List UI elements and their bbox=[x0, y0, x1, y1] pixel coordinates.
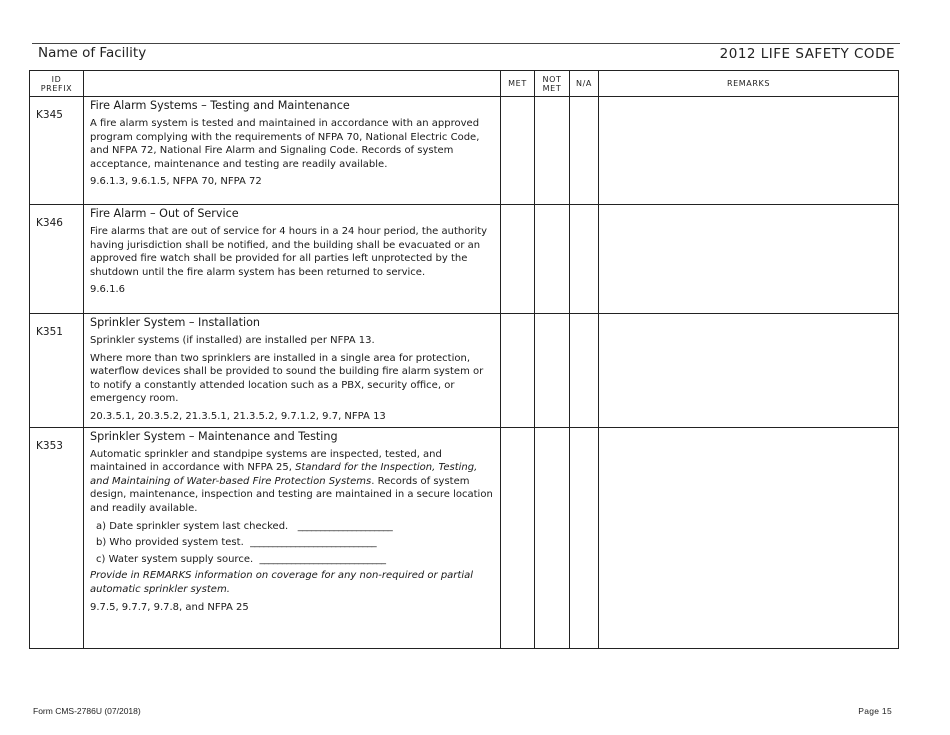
requirement-text: A fire alarm system is tested and maintained in accordance with an approved program complying with the requirements of NFPA 70, National Electric Code, and NFPA 72, National Fire Alarm and Signaling Code. Records of system acceptance, maintenance and testing are readily available. bbox=[90, 118, 480, 170]
requirement-text: Fire alarms that are out of service for 4 hours in a 24 hour period, the authority having jurisdiction shall be notified, and the building shall be evacuated or an approved fire watch shall be provided for all parties left unprotected by the shutdown until the fire alarm system has been returned to service. bbox=[90, 226, 488, 278]
met-cell[interactable] bbox=[501, 427, 535, 648]
na-cell[interactable] bbox=[570, 427, 599, 648]
table-header-row bbox=[30, 71, 899, 97]
remarks-cell[interactable] bbox=[599, 97, 899, 205]
fill-in-blank: ____________________________ bbox=[259, 553, 386, 565]
requirement-reference: 9.6.1.6 bbox=[90, 284, 125, 296]
table-row bbox=[30, 97, 899, 205]
requirement-text: Sprinkler systems (if installed) are installed per NFPA 13. bbox=[90, 335, 375, 346]
checklist-item: a) Date sprinkler system last checked. _____________________ bbox=[96, 520, 393, 532]
fill-in-blank: _____________________ bbox=[297, 520, 393, 532]
requirement-reference: 20.3.5.1, 20.3.5.2, 21.3.5.1, 21.3.5.2, 9.7.1.2, 9.7, NFPA 13 bbox=[90, 410, 386, 422]
requirement-text: Automatic sprinkler and standpipe systems are inspected, tested, and maintained in accordance with NFPA 25, Standard for the Inspection, Testing, and Maintaining of Water-based Fire Protection Systems. Records of system design, maintenance, inspection and testing are maintained in a secure location and readily available. bbox=[90, 448, 493, 514]
not-met-cell[interactable] bbox=[535, 427, 570, 648]
met-cell[interactable] bbox=[501, 97, 535, 205]
requirement-reference: 9.6.1.3, 9.6.1.5, NFPA 70, NFPA 72 bbox=[90, 176, 262, 188]
remarks-note: Provide in REMARKS information on coverage for any non-required or partial automatic sprinkler system. bbox=[90, 570, 474, 595]
remarks-cell[interactable] bbox=[599, 314, 899, 428]
remarks-cell[interactable] bbox=[599, 427, 899, 648]
code-title: 2012 LIFE SAFETY CODE bbox=[719, 46, 895, 62]
na-cell[interactable] bbox=[570, 97, 599, 205]
page-number: Page 15 bbox=[858, 706, 892, 716]
id-prefix-cell: K351 bbox=[30, 314, 84, 428]
requirement-title: Fire Alarm – Out of Service bbox=[90, 207, 239, 220]
requirement-cell bbox=[84, 97, 501, 205]
survey-table bbox=[29, 70, 899, 649]
col-not-met: NOT MET bbox=[535, 71, 570, 97]
col-na: N/A bbox=[570, 71, 599, 97]
id-prefix-cell: K345 bbox=[30, 97, 84, 205]
col-remarks: REMARKS bbox=[599, 71, 899, 97]
not-met-cell[interactable] bbox=[535, 97, 570, 205]
requirement-cell bbox=[84, 314, 501, 428]
remarks-cell[interactable] bbox=[599, 205, 899, 314]
requirement-title: Sprinkler System – Installation bbox=[90, 316, 261, 329]
requirement-text: Where more than two sprinklers are installed in a single area for protection, waterflow devices shall be provided to sound the building fire alarm system or to notify a constantly attended location such as a PBX, security office, or emergency room. bbox=[90, 352, 484, 405]
checklist-item: b) Who provided system test. ____________________________ bbox=[96, 537, 377, 549]
requirement-title: Sprinkler System – Maintenance and Testing bbox=[90, 429, 338, 443]
requirement-cell bbox=[84, 205, 501, 314]
fill-in-blank: ____________________________ bbox=[250, 537, 377, 549]
col-id-prefix: ID PREFIX bbox=[30, 71, 84, 97]
requirement-reference: 9.7.5, 9.7.7, 9.7.8, and NFPA 25 bbox=[90, 601, 249, 613]
id-prefix-cell: K346 bbox=[30, 205, 84, 314]
na-cell[interactable] bbox=[570, 205, 599, 314]
table-row bbox=[30, 205, 899, 314]
col-requirement bbox=[84, 71, 501, 97]
facility-name-label: Name of Facility bbox=[38, 45, 147, 61]
met-cell[interactable] bbox=[501, 205, 535, 314]
header-rule bbox=[32, 43, 900, 44]
met-cell[interactable] bbox=[501, 314, 535, 428]
requirement-title: Fire Alarm Systems – Testing and Maintenance bbox=[90, 99, 350, 112]
not-met-cell[interactable] bbox=[535, 314, 570, 428]
table-row bbox=[30, 427, 899, 648]
checklist-item: c) Water system supply source. ____________________________ bbox=[96, 553, 386, 565]
id-prefix-cell: K353 bbox=[30, 427, 84, 648]
col-met: MET bbox=[501, 71, 535, 97]
not-met-cell[interactable] bbox=[535, 205, 570, 314]
form-id: Form CMS-2786U (07/2018) bbox=[33, 706, 141, 716]
table-row bbox=[30, 314, 899, 428]
requirement-cell bbox=[84, 427, 501, 648]
na-cell[interactable] bbox=[570, 314, 599, 428]
